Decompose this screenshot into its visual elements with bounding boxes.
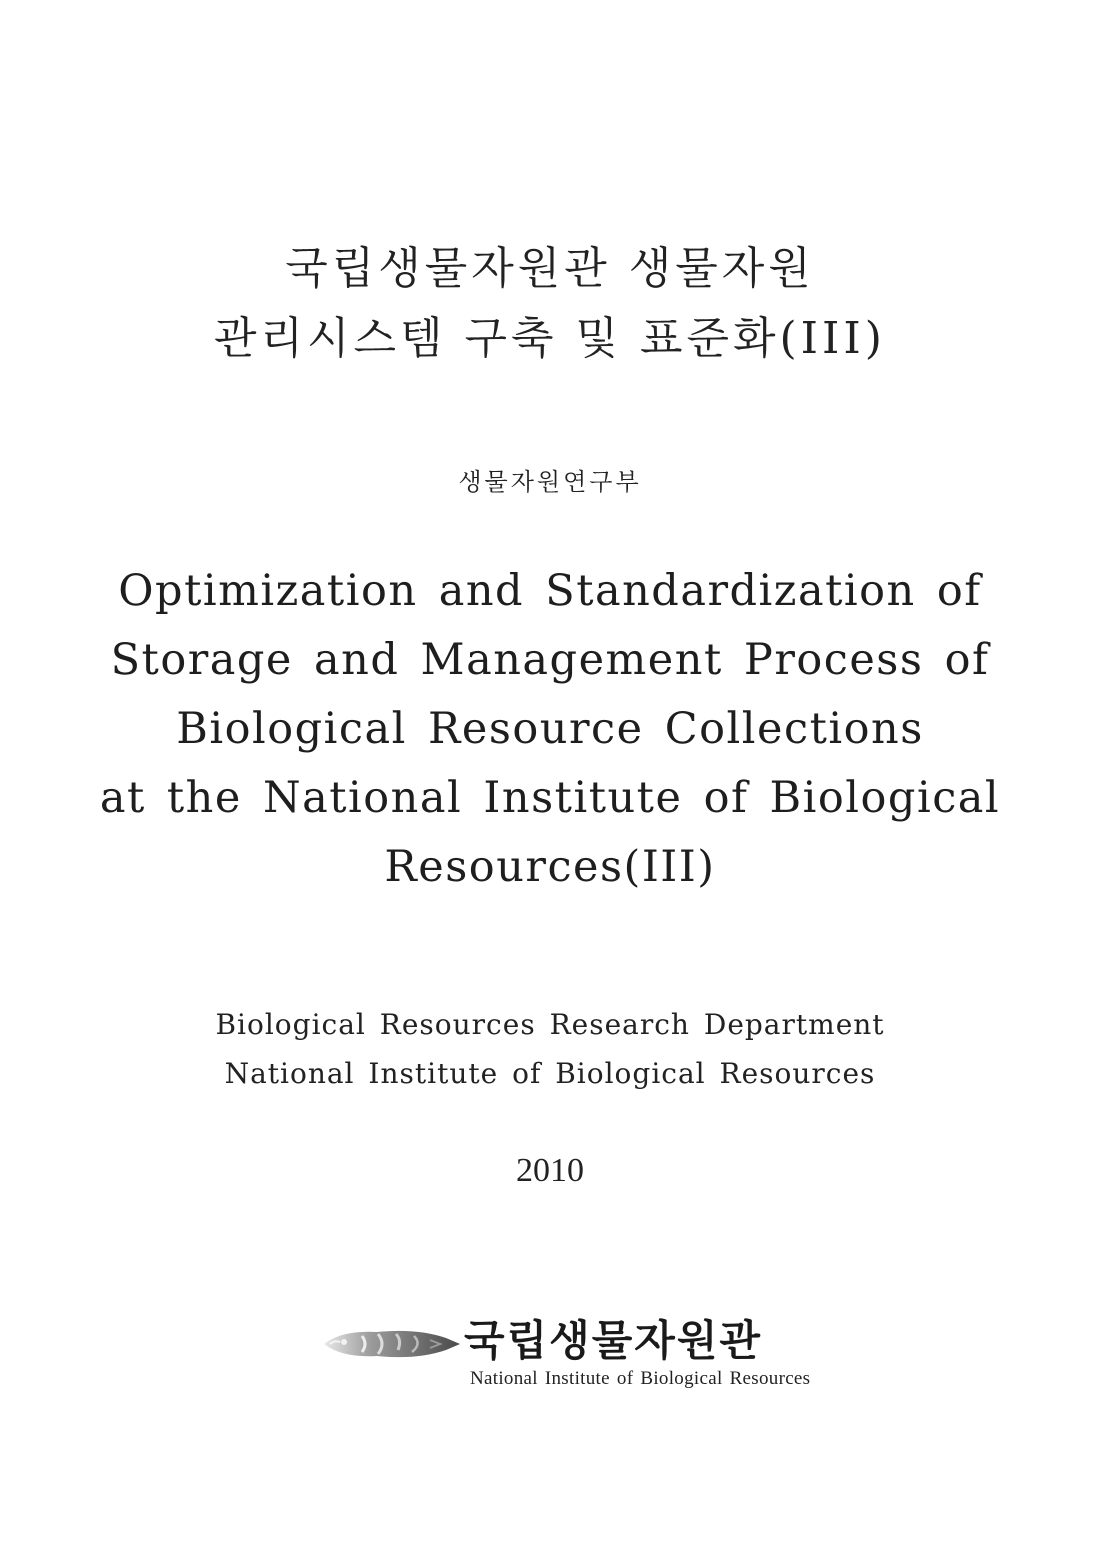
english-title-line-2: Storage and Management Process of — [110, 635, 990, 685]
korean-title-line-2: 관리시스템 구축 및 표준화(III) — [214, 313, 886, 364]
english-title-line-3: Biological Resource Collections — [176, 704, 924, 754]
logo-korean-name: 국립생물자원관 — [464, 1316, 763, 1365]
korean-title-line-1: 국립생물자원관 생물자원 — [285, 243, 815, 294]
fish-emblem-icon — [322, 1320, 462, 1368]
english-title-line-4: at the National Institute of Biological — [99, 773, 1001, 823]
korean-department: 생물자원연구부 — [458, 468, 642, 496]
institute-logo — [322, 1308, 811, 1398]
logo-english-name: National Institute of Biological Resources — [470, 1368, 811, 1389]
institute-name: National Institute of Biological Resources — [224, 1057, 876, 1090]
department-name: Biological Resources Research Department — [215, 1008, 885, 1041]
publication-year: 2010 — [516, 1152, 584, 1189]
english-title-line-1: Optimization and Standardization of — [118, 566, 982, 616]
english-title-line-5: Resources(III) — [384, 842, 716, 892]
